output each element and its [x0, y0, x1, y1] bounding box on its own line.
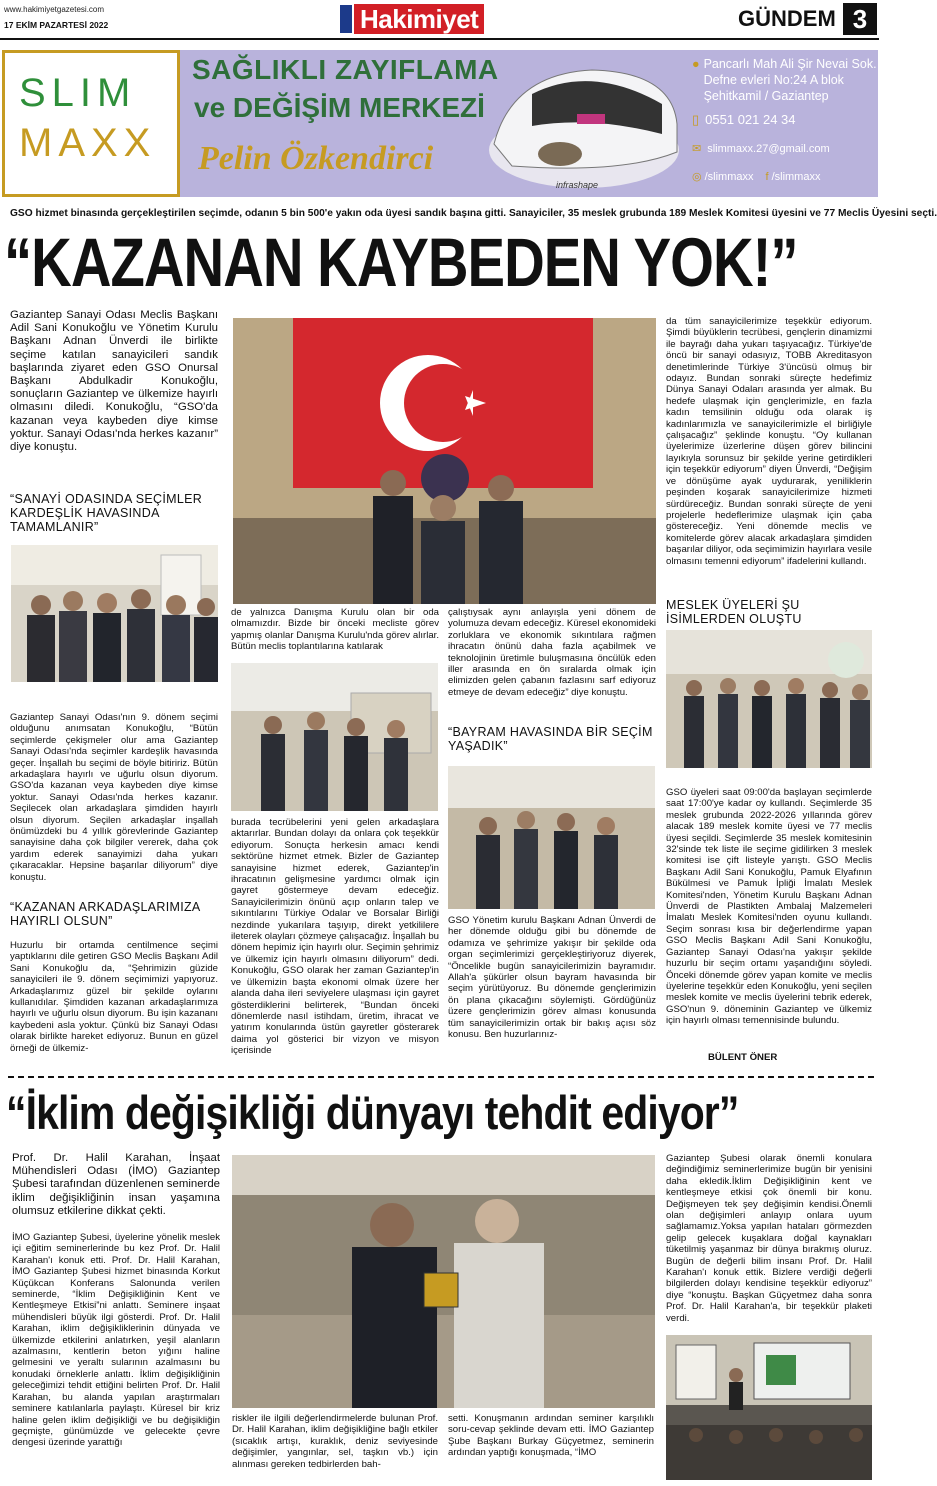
article2-lead: Prof. Dr. Halil Karahan, İnşaat Mühendisleri Odası (İMO) Gaziantep Şubesi tarafından düzenlenen seminerde iklim değişikliğinin insan yaşamına olumsuz etkilerine dikkat çekti.: [12, 1152, 224, 1217]
article1-col3-body-1: çalıştıysak aynı anlayışla yeni dönem de yolumuza devam edeceğiz. Küresel ekonomideki zorluklara ve ekonomik sıkıntılara rağmen ihracatın önünü daha fazla açabilmek ve teknolojinin üretimle buluşmasına öncülük eden iller arasında en ön sıralarda olmak için elimizden gelen çabanın fazlasını sarf ediyoruz etmeye de devam edeceğiz” diye konuştu.: [448, 607, 659, 698]
brand-mark: [340, 5, 352, 33]
website-url[interactable]: www.hakimiyetgazetesi.com: [4, 5, 105, 14]
ad-device-image: [472, 54, 682, 192]
ad-phone[interactable]: 0551 021 24 34: [705, 112, 796, 127]
brand-logo[interactable]: [340, 2, 484, 36]
article1-col3-body-2: GSO Yönetim kurulu Başkanı Adnan Ünverdi de her dönemde olduğu gibi bu dönemde de odamıza ve şehrimize yakışır bir şekilde oda organ seçimlerimizi gerçekleştiriyoruz diyerek, “Öncelikle bugün sanayicilerimizin bayramıdır. Allah'a şükürler olsun bayram havasında bir seçim yürütüyoruz. Bu dönemde gençlerimizin ön plana çıkacağını söylemişti. Gördüğünüz üzere gençlerimizin görev alması konusunda tüm sanayicilerimizin ortak bir bakış açısı söz konusu. Ben huzurlarınız-: [448, 915, 659, 1041]
article1-subhead-2: “KAZANAN ARKADAŞLARIMIZA HAYIRLI OLSUN”: [10, 900, 200, 928]
ad-address-line1: Pancarlı Mah Ali Şir Nevai Sok.: [703, 57, 877, 71]
article1-subhead-4: MESLEK ÜYELERİ ŞU İSİMLERDEN OLUŞTU: [666, 598, 802, 626]
article2-col1-body: İMO Gaziantep Şubesi, üyelerine yönelik meslek içi eğitim seminerlerinde bu kez Prof. Dr. Halil Karahan'ı konuk etti. Prof. Dr. Halil Karahan, İMO Gaziantep Şubesi hizmet binasında Korkut Küçükcan Konferans Salonunda verilen seminerde, “İklim Değişikliğinin Kent ve Kentleşmeye Etkisi”ni anlattı. Seminere inşaat mühendisleri büyük ilgi gösterdi. Prof. Dr. Halil Karahan, iklim değişikliklerinin dünyada ve ülkemizde etkilerini anlatırken, yeşil alanların azalmasını, kentlerin beton yığını haline gelmesini ve yeraltı sularının azalmasını bu konudaki örneklerle anlattı. İklim değişikliğinin geleceğimizi tehdit ettiğini belirten Prof. Dr. Halil Karahan, bu alanda yapılan araştırmaları seminere katılanlarla paylaştı. Küresel bir kriz haline gelen iklim değişikliği ve bu değişikliğin geçmişte, günümüzde ve gelecekte çevre dengesi üzerinde yarattığı: [12, 1232, 223, 1449]
article1-photo-hall: [231, 663, 438, 811]
instagram-icon: ◎: [692, 171, 702, 183]
plaque-ceremony-photo-image: [232, 1155, 655, 1408]
article1-photo-corridor: [448, 766, 655, 909]
members-group-photo-image: [666, 630, 872, 768]
article1-col2-body-1: de yalnızca Danışma Kurulu olan bir oda olmamızdır. Bizde bir önceki mecliste görev yapmış olanlar Danışma Kurulu'nda görev alırlar. Bütün meclis toplantılarına katılarak: [231, 607, 442, 653]
ad-email-row: [692, 141, 878, 157]
masthead: [0, 0, 879, 42]
article2-col4-body: Gaziantep Şubesi olarak önemli konulara değindiğimiz seminerlerimize bugün bir yenisini daha ekledik.İklim Değişikliğinin kent ve kentleşmeye etkisi çok önemli bir konu. Değişmeyen tek şey değişimin kendisi.Önemli olan değişimleri anlayıp onlara uyum sağlamamız.Yoksa yapılan hataları görmezden gelip gelecek kuşaklara doğal kaynakları tüketilmiş yaşanmaz bir dünya bırakmış oluruz. Bugün de değerli bilim insanı Prof. Dr. Halil Karahan'ı konuk ettik. Bizlere verdiği değerli bilgilerden dolayı kendisine teşekkür ediyoruz” diye “konuştu. Başkan Güçyetmez daha sonra Prof. Dr. Halil Karahan'a, bir teşekkür plaketi verdi.: [666, 1153, 875, 1324]
article1-subhead-3: “BAYRAM HAVASINDA BİR SEÇİM YAŞADIK”: [448, 725, 653, 753]
corridor-photo-image: [448, 766, 655, 909]
article2-headline: “İklim değişikliği dünyayı tehdit ediyor”: [6, 1086, 739, 1140]
ad-title-line1: SAĞLIKLI ZAYIFLAMA: [192, 54, 499, 85]
section-label: GÜNDEM: [738, 6, 836, 31]
article1-photo-members: [666, 630, 872, 768]
ad-address-row: [692, 56, 878, 104]
hall-walk-photo-image: [231, 663, 438, 811]
article1-col4-body-2: GSO üyeleri saat 09:00'da başlayan seçimlerde saat 17:00'ye kadar oy kullandı. Seçimlerde 35 meslek grubunda 2022-2026 yıllarında görev alacak 189 meslek komite üyesi ve 77 meclis üyesi seçildi. Seçimlerde 35 meslek komitesinin 32'sinde tek liste ile seçime gidilirken 3 meslek komitesi ise çift listeyle yarıştı. GSO Meclis Başkanı Adil Sani Konukoğlu, Pamuk Elyafının Bükülmesi ve Pamuk İpliği İmalatı Meslek Komitesi'nden, Yönetim Kurulu Başkanı Adnan Ünverdi de Plastikten Ambalaj Malzemeleri İmalatı Meslek Komitesi'nden oyunu kullandı. Seçim sonrası kısa bir değerlendirme yapan GSO Meclis Başkanı Adil Sani Konukoğlu, Gaziantep Sanayi Odası'na yakışır şekilde huzurlu bir seçim ortamı yaşandığını söyledi. Önceki dönemde görev yapan komite ve meclis üyelerine teşekkür eden Konukoğlu, yeni seçilen meslek komite ve meclis üyelerini tebrik ederek, GSO'nun 9. döneminin Gaziantep ve ülkemiz için hayırlı olması temennisinde bulundu.: [666, 787, 875, 1027]
ad-person-name: Pelin Özkendirci: [198, 140, 434, 177]
facebook-icon: f: [765, 171, 769, 183]
phone-icon: ▯: [692, 112, 700, 127]
infrashape-device-icon: [472, 54, 682, 192]
ad-contact: [692, 56, 878, 185]
ad-device-brand: infrashape: [556, 180, 599, 190]
article1-lead: Gaziantep Sanayi Odası Meclis Başkanı Adil Sani Konukoğlu ve Yönetim Kurulu Başkanı Adnan Ünverdi ile birlikte seçime katılan sanayicileri sandık başlarında ziyaret eden GSO Onursal Başkanı Abdulkadir Konukoğlu, sonuçların Gaziantep ve ülkemize hayırlı olmasını diledi. Konukoğlu, “GSO'da kazanan veya kaybeden diye kimse yoktur. Sanayi Odası'nda herkes kazanır” diye konuştu.: [10, 309, 222, 454]
ad-address-line3: Şehitkamil / Gaziantep: [703, 89, 829, 103]
ad-email[interactable]: slimmaxx.27@gmail.com: [707, 143, 830, 155]
location-pin-icon: ●: [692, 57, 700, 71]
article2-col2-body: riskler ile ilgili değerlendirmelerde bulunan Prof. Dr. Halil Karahan, iklim değişikliğine bağlı etkiler (sıcaklık artışı, kuraklık, deniz seviyesinde değişimler, yangınlar, sel, taşkın vb.) için alınması gereken tedbirlerden bah-: [232, 1413, 441, 1470]
article1-byline: BÜLENT ÖNER: [708, 1052, 778, 1063]
brand-name: Hakimiyet: [354, 4, 484, 34]
officials-flag-photo-image: [233, 318, 656, 604]
article1-headline: “KAZANAN KAYBEDEN YOK!”: [4, 224, 798, 302]
issue-date: 17 EKİM PAZARTESİ 2022: [4, 20, 109, 30]
article1-col2-body-2: burada tecrübelerini yeni gelen arkadaşlara aktarırlar. Bundan dolayı da onlara çok teşekkür ediyorum. Sonuçta herkesin amacı kendi sektörüne hizmet etmek. Bizler de Gaziantep sanayisine hizmet ederek, Gaziantep'in ihracatının gelişmesine yardımcı olmak için gayret göstermeye devam edeceğiz. Sanayicilerimizin önünü açıp onların talep ve sıkıntılarını Türkiye Odalar ve Borsalar Birliği nezdinde yukarılara taşıyıp, direkt yetkililere ileterek olayları çözmeye çalışacağız. İnşallah bu dönem hepimiz için hayırlı olur. Seçimin şehrimiz ve ülkemiz için hayırlı olmasını diliyorum” dedi. Konukoğlu, GSO olarak her zaman Gaziantep'in ve ülkemizin başta ekonomi olmak üzere her alanda daha ileri seviyelere ulaşması için gayret gösterdiklerini belirterek, “Bundan önceki dönemlerde nasıl istihdam, üretim, ihracat ve yatırım konularında üstün gayretler gösterarek daima yol gösterici bir vizyon ve misyon içerisinde: [231, 817, 442, 1057]
ad-address-line2: Defne evleri No:24 A blok: [703, 73, 844, 87]
article1-main-photo: [233, 318, 656, 604]
ad-logo-line2: MAXX: [19, 121, 157, 165]
ad-facebook[interactable]: /slimmaxx: [771, 171, 821, 183]
ad-logo-box: [2, 50, 180, 197]
article1-col1-body-1: Gaziantep Sanayi Odası'nın 9. dönem seçimi olduğunu anımsatan Konukoğlu, “Bütün seçimlerde çekişmeler olur ama Gaziantep Sanayi Odası'nda seçimler kardeşlik havasında geçer. İnşallah bu seçimi de böyle bitiririz. Bütün arkadaşlara hayırlı ve uğurlu olsun diyorum. GSO'da kazanan veya kaybeden diye kimse yoktur. Sanayi Odası'nda herkes kazanır. Seçilecek olan arkadaşlara şimdiden hayırlı olsun diyorum. Seçilen arkadaşlar inşallah önümüzdeki bu 4 yıllık görevlerinde Gaziantep sanayisine daha çok bilgiler vererek, daha çok yardım ederek sanayimizi daha yukarı çıkaracaklar. Hepsine başarılar diliyorum” diye konuştu.: [10, 712, 221, 883]
article1-col1-body-2: Huzurlu bir ortamda centilmence seçimi yaptıklarını dile getiren GSO Meclis Başkanı Adil Sani Konukoğlu da, “Şehrimizin güzide sanayicileri ile 9. dönem seçimimizi yapıyoruz. Arkadaşlarımız güzel bir şekilde oylarını kullanıdılar. Şimdiden kazanan arkadaşlarımıza hayırlı ve uğurlu olsun diyorum. Bu işin kazananı kaybedeni asla yoktur. Çünkü biz Sanayi Odası olarak birlikte hareket ediyoruz. Bunun en güzel örneği de ülkemiz-: [10, 940, 221, 1054]
ad-instagram[interactable]: /slimmaxx: [704, 171, 754, 183]
ad-title-line2: ve DEĞİŞİM MERKEZİ: [194, 92, 485, 123]
crowd-photo-image: [11, 545, 218, 682]
page-number: 3: [843, 3, 877, 35]
article2-seminar-photo: [666, 1335, 872, 1480]
slimmaxx-ad[interactable]: [2, 50, 878, 197]
article1-subhead-1: “SANAYİ ODASINDA SEÇİMLER KARDEŞLİK HAVASINDA TAMAMLANIR”: [10, 492, 203, 534]
ad-address: [704, 56, 877, 104]
ad-phone-row: [692, 112, 878, 128]
article1-spot: GSO hizmet binasında gerçekleştirilen seçimde, odanın 5 bin 500'e yakın oda üyesi sandık başına gitti. Sanayiciler, 35 meslek grubunda 189 Meslek Komitesi üyesini ve 77 Meclis Üyesini seçti.: [10, 208, 937, 219]
ad-social-row: [692, 169, 878, 185]
masthead-rule: [0, 38, 879, 40]
seminar-hall-photo-image: [666, 1335, 872, 1480]
article-separator: [8, 1076, 874, 1078]
article1-col4-body-1: da tüm sanayicilerimize teşekkür ediyorum. Şimdi büyüklerin tecrübesi, gençlerin dinamizmi ile bayrağı daha yukarı taşıyacağız. Türkiye'de öncü bir sanayi odasıyız, TOBB Akreditasyon denetimlerinde Türkiye 3'üncüsü olmuş bir odayız. Bundan sonraki süreçte hedefimiz Dünya Sanayi Odaları arasında yer almak. Bu hedefe ulaşmak için gençlerimizle, en fazla kadın temsilinin olduğu oda olarak iş kadınlarımızla ve sanayicilerimizle el birliğiyle çalışacağız” şeklinde konuştu. “Oy kullanan üyelerimize üzerlerine düşen görev bilincini layıkıyla sorunsuz bir şekilde yerine getirdikleri için teşekkür ediyorum” diyen Ünverdi, “Değişim ve dönüşüme ayak uydurarak, yeniliklerin peşinden koşarak sanayicilerimize hizmeti sürdüreceğiz. Bundan sonraki süreçte de yeni projelerle hedeflerimize ulaşmak için çaba göstereceğiz. Yeni dönemde meclis ve komitelerde görev alacak arkadaşlara şimdiden başarılar diliyor, oda seçimimizin hayırlara vesile olmasını temenni ediyorum” ifadelerini kullandı.: [666, 316, 875, 567]
article1-photo-crowd: [11, 545, 218, 682]
mail-icon: ✉: [692, 143, 702, 155]
article2-main-photo: [232, 1155, 655, 1408]
ad-logo-line1: SLIM: [19, 71, 137, 115]
article2-col3-body: setti. Konuşmanın ardından seminer karşılıklı soru-cevap şeklinde devam etti. İMO Gaziantep Şube Başkanı Burkay Güçyetmez, seminerin ardından yaptığı konuşmada, “İMO: [448, 1413, 657, 1459]
